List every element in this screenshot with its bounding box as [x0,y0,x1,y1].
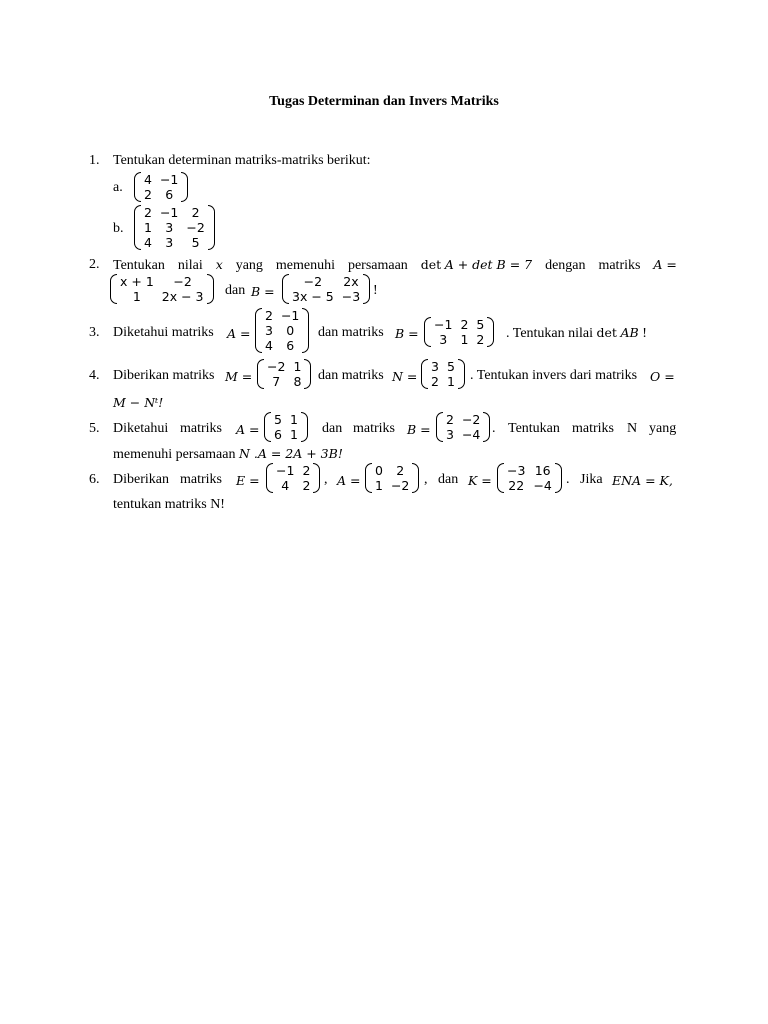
matrix-cell: 5 [446,359,455,374]
q3-matrix-A [255,308,309,353]
matrix-bracket-left [264,412,271,442]
matrix-cell: 0 [375,463,383,478]
matrix-cell: 2 [144,187,152,202]
matrix-cell: −1 [434,317,453,332]
matrix-cell: −2 [173,274,192,289]
q3-end: ! [638,326,647,341]
q2-word: dengan [545,258,586,273]
matrix-cell: 3 [446,427,454,442]
q6-matrix-E [266,463,320,493]
matrix-cell: 22 [508,478,525,493]
q6-jika: Jika [580,472,603,487]
q1b-label: b. [113,221,124,236]
q3-det: det [596,325,617,340]
matrix-cell: 3 [265,323,273,338]
q6-text3: . [566,472,570,487]
q2-end: ! [373,283,378,298]
q1-number: 1. [89,153,100,168]
q5-line2-eq: N .A = 2A + 3B! [238,446,343,461]
matrix-cell: −3 [341,289,361,304]
matrix-cell: 1 [446,374,455,389]
matrix-cell: −1 [159,172,179,187]
q2-det: det [420,257,442,272]
matrix-cell: −4 [533,478,552,493]
q2-matrix-B [282,274,370,304]
matrix-cell: 2 [302,478,311,493]
matrix-cell: 5 [191,235,200,250]
matrix-cell: 1 [144,220,152,235]
q1-text: Tentukan determinan matriks-matriks berikut: [113,153,371,168]
matrix-cell: 2 [302,463,311,478]
q5-line2-text: memenuhi persamaan [113,447,236,462]
q6-eq: ENA = K, [612,473,673,488]
matrix-cell: 2x [343,274,359,289]
matrix-cell: 7 [272,374,281,389]
matrix-bracket-left [134,205,141,250]
matrix-cell: 6 [165,187,174,202]
q4-text3: . Tentukan invers dari matriks [470,368,638,383]
matrix-cell: −4 [461,427,481,442]
matrix-bracket-right [555,463,562,493]
q6-line2: tentukan matriks N! [113,497,225,512]
matrix-cell: 3x − 5 [292,289,334,304]
matrix-cell: 2 [191,205,200,220]
matrix-cell: 5 [274,412,282,427]
q5-text2: matriks [180,421,222,436]
matrix-cell: 2 [396,463,405,478]
matrix-bracket-left [436,412,443,442]
q6-matrix-A [365,463,419,493]
matrix-cell: −2 [461,412,481,427]
matrix-cell: 3 [165,235,174,250]
q6-comma1: , [324,472,328,487]
q4-M-eq: M = [225,369,253,384]
q2-B-eq: B = [251,284,275,299]
matrix-bracket-right [301,412,308,442]
q4-line2: M − Nᵗ! [113,395,164,410]
q4-text1: Diberikan matriks [113,368,215,383]
q6-matrix-K [497,463,562,493]
matrix-cell: 3 [439,332,448,347]
matrix-bracket-right [302,308,309,353]
matrix-cell: −2 [186,220,205,235]
q6-comma2: , [424,472,428,487]
q3-text2: dan matriks [318,325,384,340]
q5-text5: . [492,421,496,436]
q2-var-x: x [215,257,223,272]
matrix-cell: 3 [431,359,439,374]
matrix-bracket-left [255,308,262,353]
matrix-cell: 16 [534,463,551,478]
matrix-cell: 4 [265,338,273,353]
matrix-bracket-right [483,412,490,442]
matrix-bracket-right [207,274,214,304]
matrix-cell: −1 [159,205,179,220]
q5-A-eq: A = [236,422,260,437]
matrix-bracket-left [424,317,431,347]
matrix-cell: 2x − 3 [161,289,204,304]
q3-text1: Diketahui matriks [113,325,214,340]
q4-text2: dan matriks [318,368,384,383]
matrix-cell: 1 [289,412,298,427]
matrix-cell: 2 [431,374,439,389]
q4-matrix-M [257,359,311,389]
matrix-cell: 0 [286,323,295,338]
page-title: Tugas Determinan dan Invers Matriks [269,94,499,109]
q2-line1 [113,257,677,274]
matrix-cell: 1 [293,359,302,374]
q6-E-eq: E = [236,473,260,488]
q2-word: memenuhi [275,258,335,273]
matrix-cell: x + 1 [120,274,154,289]
matrix-cell: 4 [144,235,152,250]
matrix-bracket-left [110,274,117,304]
matrix-bracket-left [266,463,273,493]
matrix-cell: 2 [446,412,454,427]
q3-AB: AB [620,325,639,340]
q5-text8: N [627,421,638,436]
matrix-bracket-left [282,274,289,304]
matrix-bracket-right [487,317,494,347]
q5-text9: yang [649,421,677,436]
matrix-cell: 2 [460,317,469,332]
q2-word: Tentukan [113,258,165,273]
q2-number: 2. [89,257,100,272]
q5-text7: matriks [572,421,614,436]
matrix-cell: −2 [303,274,323,289]
q2-word: matriks [598,258,641,273]
q2-word: nilai [177,258,203,273]
matrix-bracket-left [134,172,141,202]
matrix-cell: −2 [390,478,410,493]
q6-number: 6. [89,472,100,487]
q6-text2: matriks [180,472,222,487]
matrix-cell: −1 [280,308,300,323]
matrix-cell: 6 [286,338,295,353]
q2-dan: dan [225,283,246,298]
q5-B-eq: B = [407,422,431,437]
q6-A-eq: A = [337,473,361,488]
q6-dan: dan [438,472,459,487]
q5-text1: Diketahui [113,421,169,436]
matrix-bracket-right [363,274,370,304]
matrix-bracket-right [208,205,215,250]
q2-A-eq: A = [653,257,677,272]
q5-number: 5. [89,421,100,436]
matrix-cell: 1 [289,427,298,442]
matrix-bracket-right [304,359,311,389]
q3-B-eq: B = [395,326,419,341]
q2-word: yang [235,258,263,273]
q3-matrix-B [424,317,494,347]
q3-text3 [506,325,647,342]
q6-text1: Diberikan [113,472,169,487]
matrix-bracket-right [313,463,320,493]
matrix-cell: 4 [281,478,290,493]
q5-text3: dan [322,421,343,436]
matrix-bracket-left [257,359,264,389]
matrix-cell: 5 [476,317,485,332]
matrix-cell: −1 [276,463,295,478]
matrix-bracket-right [458,359,465,389]
matrix-cell: 1 [460,332,469,347]
q2-matrix-A [110,274,214,304]
q5-matrix-A [264,412,308,442]
q1b-matrix [134,205,215,250]
q4-number: 4. [89,368,100,383]
matrix-bracket-right [412,463,419,493]
matrix-bracket-right [181,172,188,202]
matrix-cell: 3 [165,220,174,235]
matrix-cell: 2 [476,332,485,347]
q5-line2 [113,446,343,463]
matrix-bracket-left [365,463,372,493]
matrix-cell: 4 [144,172,152,187]
matrix-bracket-left [421,359,428,389]
q2-word: persamaan [347,258,408,273]
matrix-cell: 2 [144,205,152,220]
matrix-cell: −3 [507,463,526,478]
q1a-matrix [134,172,188,202]
q3-A-eq: A = [227,326,251,341]
matrix-cell: −2 [267,359,286,374]
matrix-cell: 8 [293,374,302,389]
q5-matrix-B [436,412,490,442]
q3-number: 3. [89,325,100,340]
q4-N-eq: N = [392,369,418,384]
matrix-bracket-left [497,463,504,493]
matrix-cell: 2 [265,308,273,323]
q4-matrix-N [421,359,465,389]
q3-text3-label: . Tentukan nilai [506,326,594,341]
q5-text6: Tentukan [508,421,560,436]
matrix-cell: 1 [132,289,141,304]
matrix-cell: 6 [274,427,282,442]
matrix-cell: 1 [375,478,383,493]
q1a-label: a. [113,180,123,195]
q2-equation [421,257,532,274]
q2-eq-rest: A + det B = 7 [444,257,533,272]
q5-text4: matriks [353,421,395,436]
q4-O-eq: O = [650,369,675,384]
q6-K-eq: K = [468,473,492,488]
